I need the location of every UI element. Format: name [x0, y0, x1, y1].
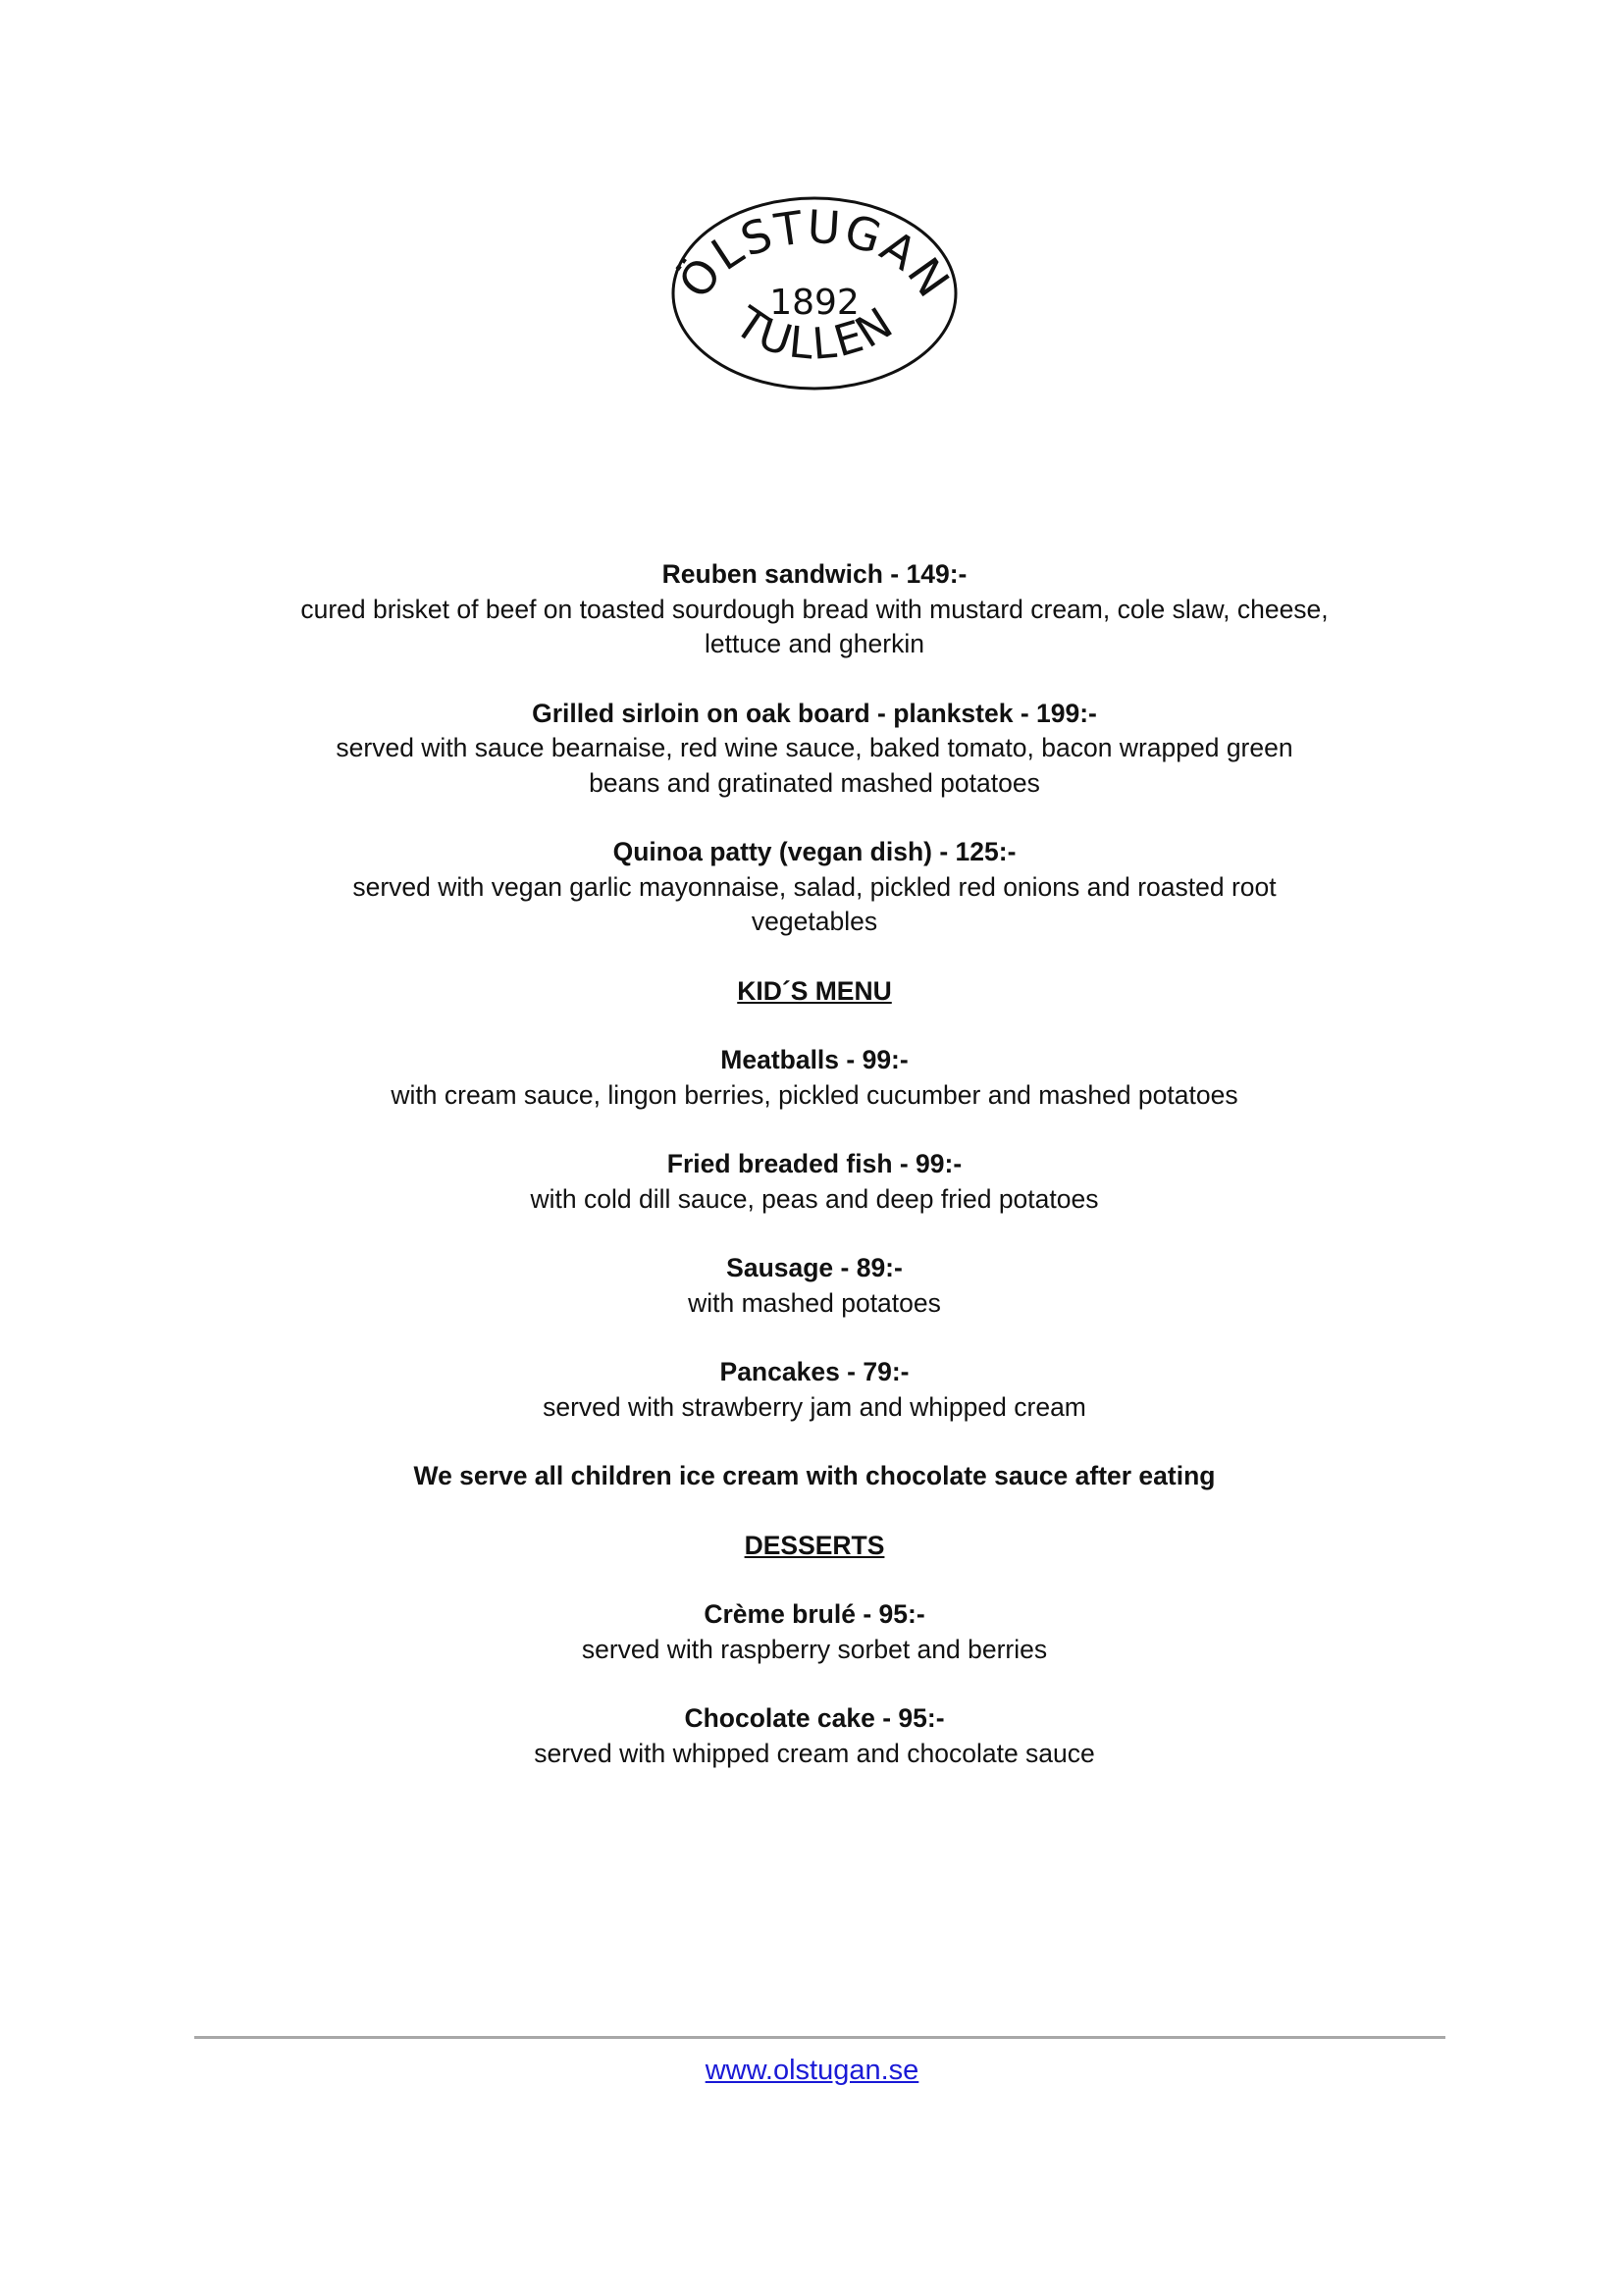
item-description: served with raspberry sorbet and berries	[581, 1634, 1048, 1664]
menu-item	[196, 557, 1433, 662]
menu-content	[196, 557, 1433, 1805]
menu-item	[196, 835, 1433, 940]
restaurant-logo	[667, 192, 962, 394]
kids-ice-cream-note: We serve all children ice cream with chocolate sauce after eating	[413, 1461, 1216, 1490]
item-title: Meatballs - 99:-	[720, 1045, 909, 1074]
item-title: Chocolate cake - 95:-	[684, 1703, 945, 1733]
item-description: cured brisket of beef on toasted sourdough bread with mustard cream, cole slaw, cheese,	[300, 594, 1329, 624]
item-description: vegetables	[751, 907, 878, 936]
logo-year: 1892	[769, 283, 860, 323]
menu-item	[196, 1043, 1433, 1113]
item-title: Fried breaded fish - 99:-	[666, 1149, 963, 1178]
footer-divider	[194, 2036, 1445, 2039]
item-description: served with sauce bearnaise, red wine sauce, baked tomato, bacon wrapped green	[336, 733, 1293, 762]
desserts-heading: DESSERTS	[744, 1530, 885, 1560]
menu-item	[196, 697, 1433, 802]
item-description: lettuce and gherkin	[705, 629, 924, 658]
item-title: Pancakes - 79:-	[719, 1357, 910, 1386]
website-link[interactable]: www.olstugan.se	[705, 2055, 919, 2086]
menu-item	[196, 1597, 1433, 1667]
menu-item	[196, 1701, 1433, 1771]
menu-item	[196, 1147, 1433, 1217]
item-description: served with whipped cream and chocolate sauce	[534, 1738, 1095, 1768]
menu-item	[196, 1251, 1433, 1321]
item-title: Crème brulé - 95:-	[704, 1599, 925, 1629]
item-title: Reuben sandwich - 149:-	[661, 559, 968, 589]
item-title: Quinoa patty (vegan dish) - 125:-	[612, 837, 1017, 866]
item-description: with cream sauce, lingon berries, pickled cucumber and mashed potatoes	[391, 1079, 1238, 1110]
item-description: served with strawberry jam and whipped cream	[543, 1391, 1086, 1422]
item-title: Sausage - 89:-	[726, 1253, 903, 1282]
kids-menu-heading: KID´S MENU	[737, 975, 892, 1006]
item-description: beans and gratinated mashed potatoes	[589, 767, 1040, 798]
logo-location: TULLEN	[725, 297, 904, 370]
item-description: with mashed potatoes	[688, 1287, 941, 1318]
item-title: Grilled sirloin on oak board - plankstek - 199:-	[532, 698, 1097, 728]
logo-name: ÖLSTUGAN	[667, 199, 962, 308]
menu-item	[196, 1355, 1433, 1425]
item-description: served with vegan garlic mayonnaise, salad, pickled red onions and roasted root	[352, 871, 1277, 902]
item-description: with cold dill sauce, peas and deep fried potatoes	[530, 1183, 1099, 1214]
